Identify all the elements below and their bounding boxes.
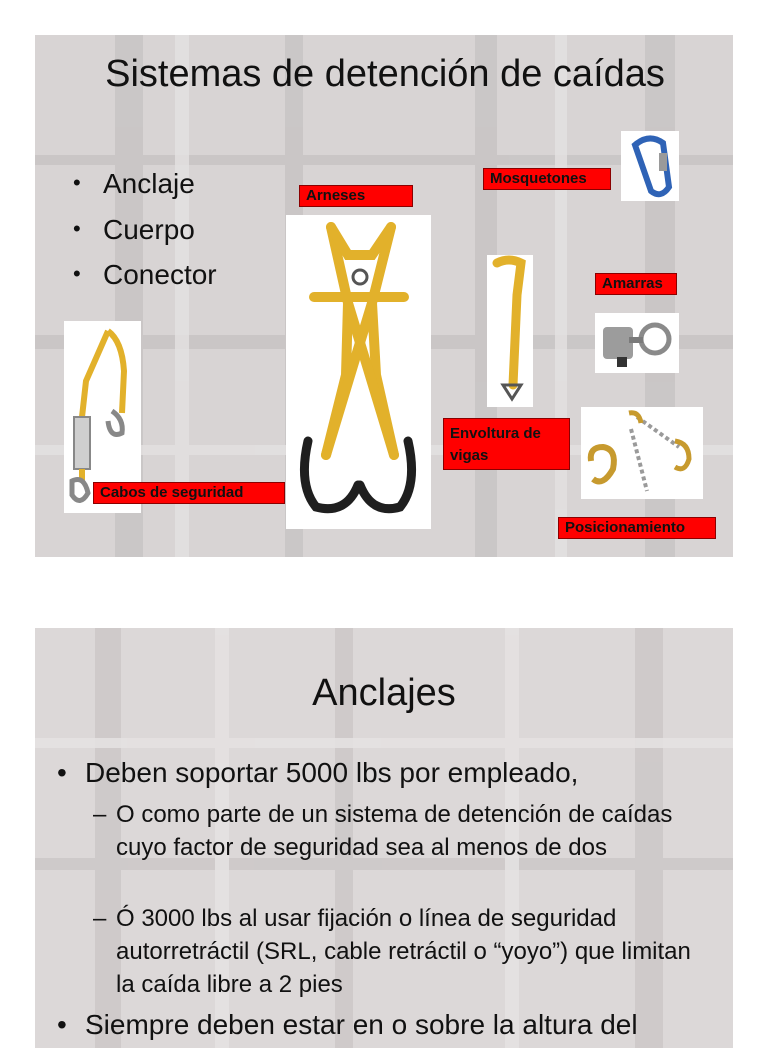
bullet-dot: • — [57, 1009, 67, 1040]
slide-fall-arrest-systems — [35, 35, 733, 557]
label-cabos-de-seguridad: Cabos de seguridad — [93, 482, 285, 504]
label-envoltura-de-vigas: Envoltura de vigas — [443, 418, 570, 470]
bullet-soportar — [57, 756, 578, 790]
beam-wrap-illustration — [487, 255, 533, 407]
bullet-text: Deben soportar 5000 lbs por empleado, — [85, 757, 579, 788]
beam-wrap-photo — [487, 255, 533, 407]
dash-marker: – — [93, 905, 107, 932]
bullet-dot: • — [57, 757, 67, 788]
slide-title: Anclajes — [312, 672, 456, 714]
sub-bullet-factor-seguridad — [93, 798, 703, 864]
bullet-list — [73, 161, 217, 298]
label-arneses: Arneses — [299, 185, 413, 207]
bullet-anclaje: • Anclaje — [73, 161, 217, 207]
slide-title: Sistemas de detención de caídas — [105, 53, 665, 95]
carabiner-illustration — [621, 131, 679, 201]
sub-bullet-3000-lbs — [93, 902, 703, 1001]
harness-illustration — [286, 215, 431, 529]
dash-marker: – — [93, 801, 107, 828]
harness-photo — [286, 215, 431, 529]
rope-grab-photo — [595, 313, 679, 373]
rope-grab-illustration — [595, 313, 679, 373]
bullet-altura — [57, 1008, 638, 1042]
bullet-text: Siempre deben estar en o sobre la altura del — [85, 1009, 638, 1040]
label-amarras: Amarras — [595, 273, 677, 295]
positioning-lanyard-photo — [581, 407, 703, 499]
bullet-cuerpo: • Cuerpo — [73, 207, 217, 253]
slide-anclajes — [35, 628, 733, 1048]
carabiner-photo — [621, 131, 679, 201]
bullet-conector: • Conector — [73, 252, 217, 298]
label-posicionamiento: Posicionamiento — [558, 517, 716, 539]
sub-bullet-text: O como parte de un sistema de detención de caídas cuyo factor de seguridad sea al menos de dos — [116, 801, 673, 861]
positioning-lanyard-illustration — [581, 407, 703, 499]
sub-bullet-text: Ó 3000 lbs al usar fijación o línea de seguridad autorretráctil (SRL, cable retráctil o “yoyo”) que limitan la caída libre a 2 pies — [116, 905, 691, 998]
label-mosquetones: Mosquetones — [483, 168, 611, 190]
